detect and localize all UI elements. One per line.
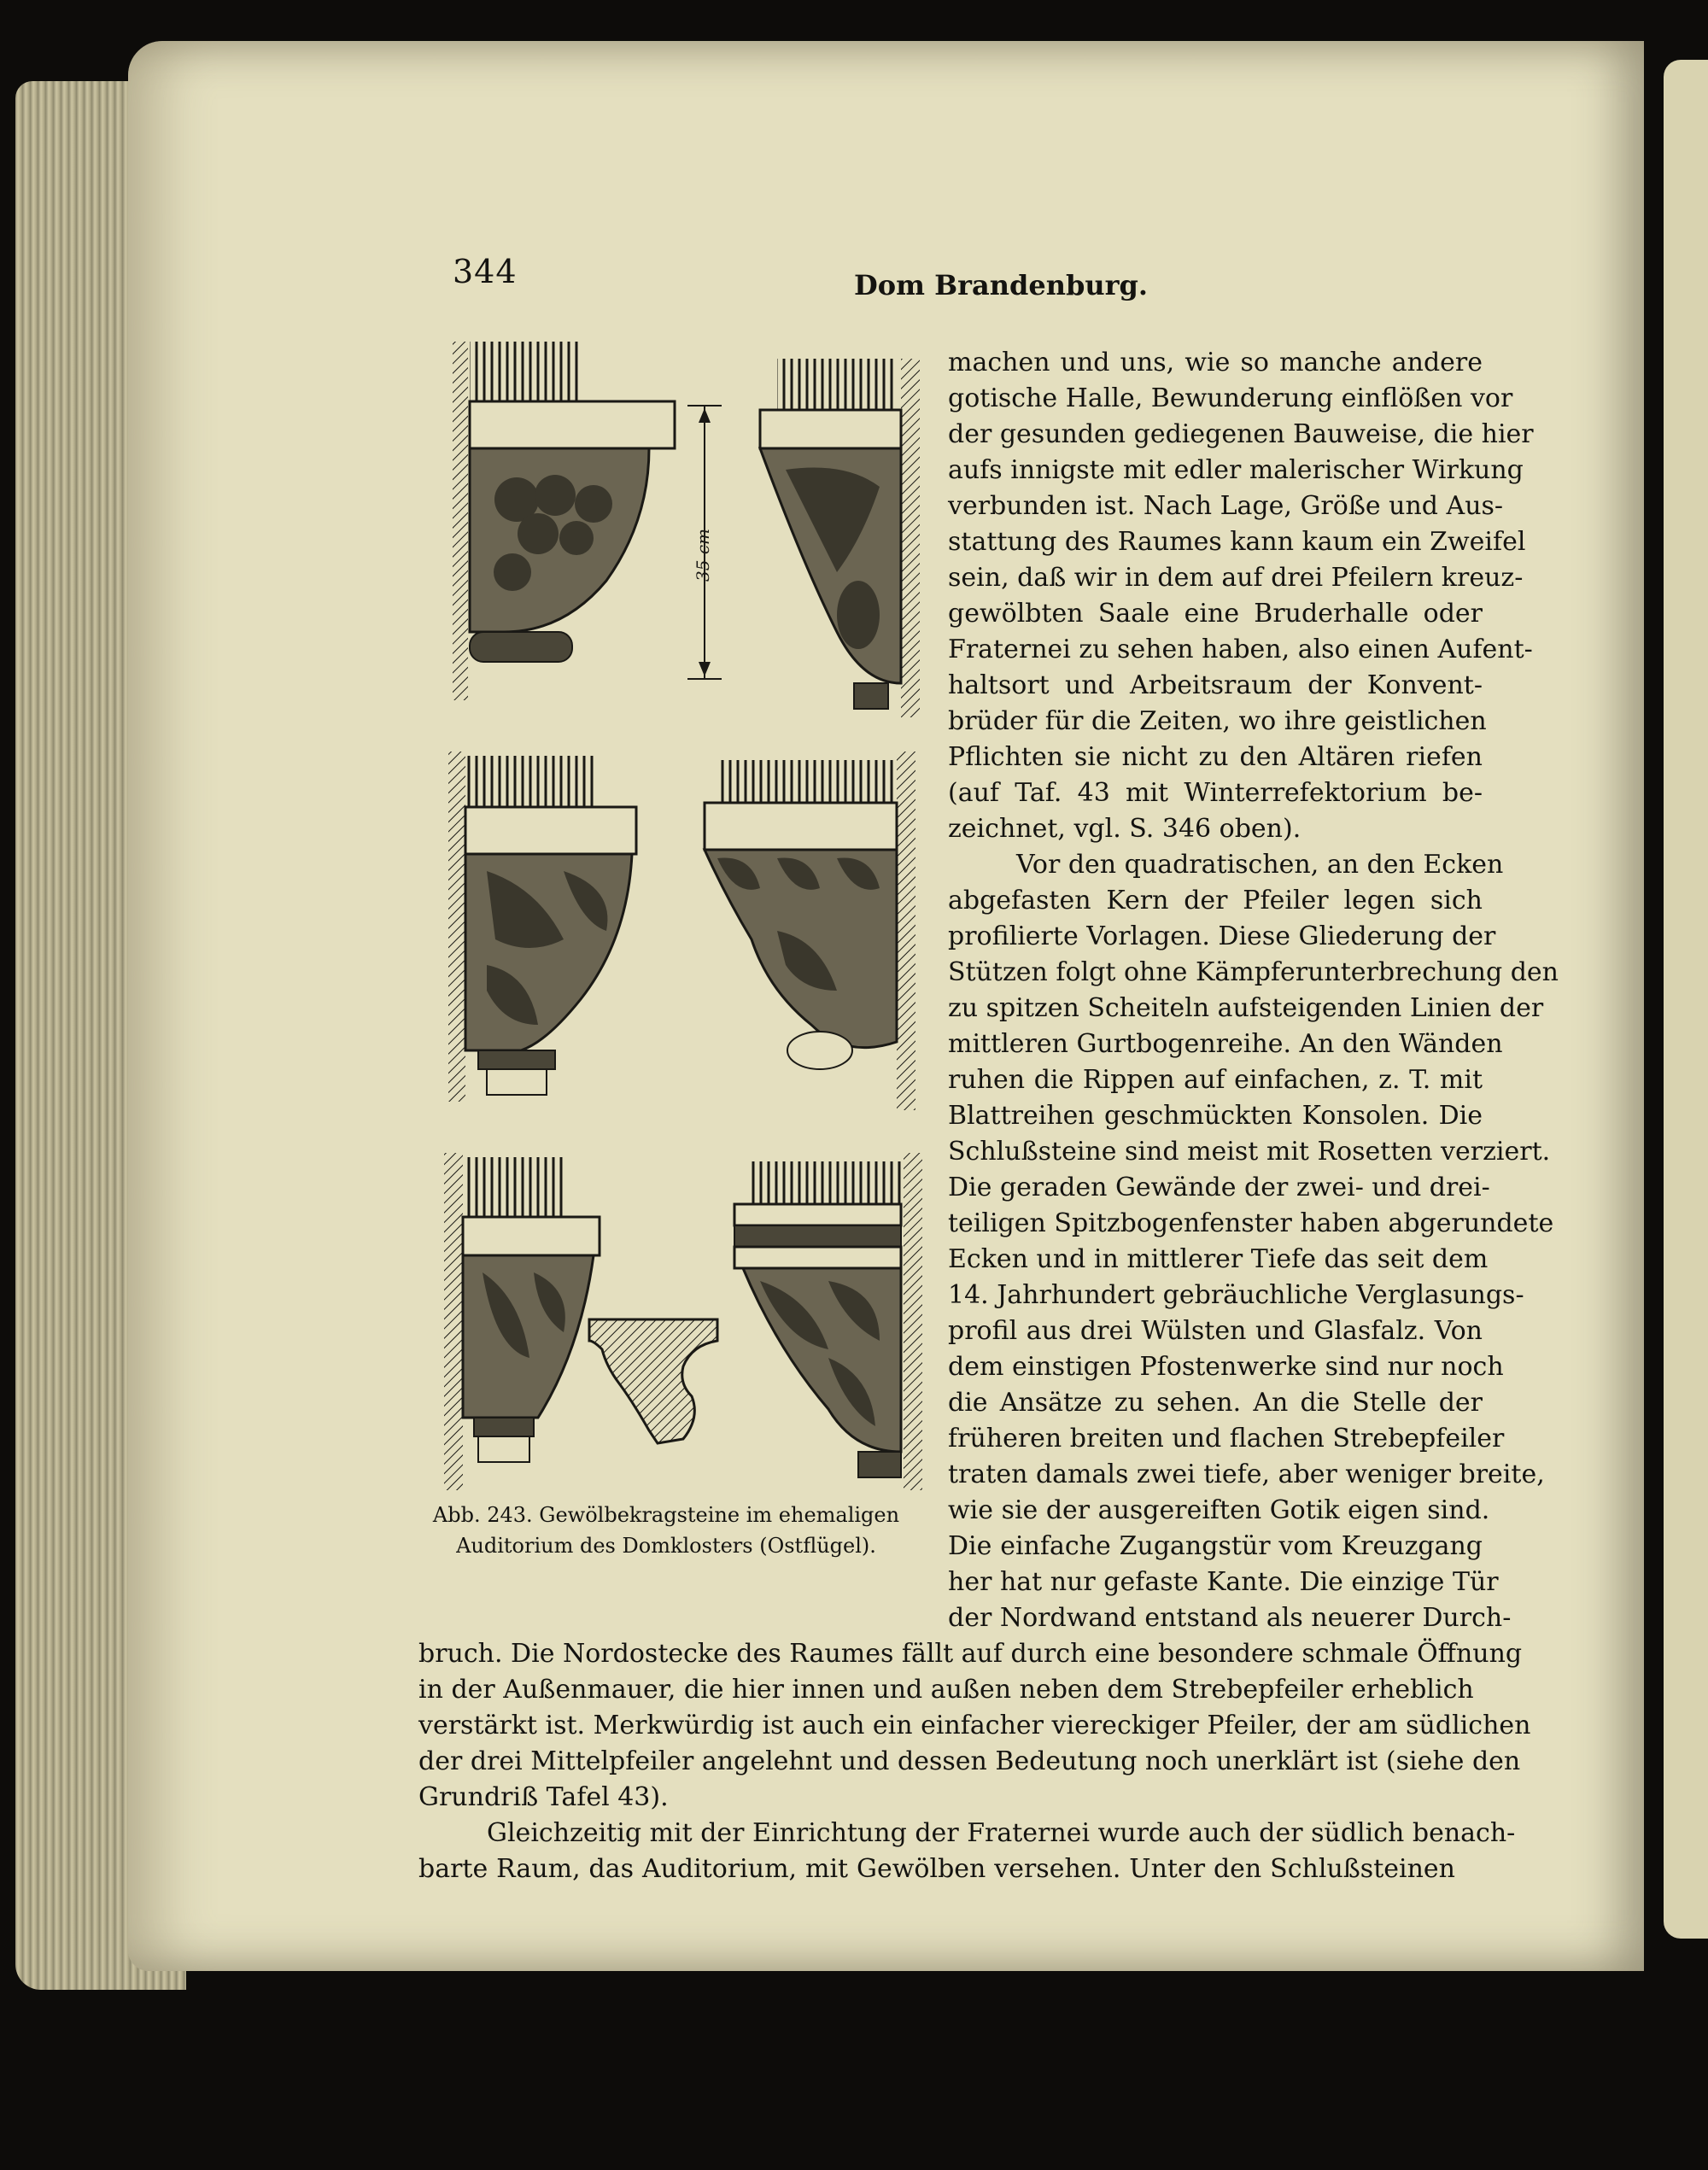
- text-line: abgefasten Kern der Pfeiler legen sich: [948, 886, 1483, 915]
- text-line: profilierte Vorlagen. Diese Gliederung der: [948, 921, 1496, 951]
- corbel-6: [734, 1153, 922, 1490]
- figure-caption-line-1: Abb. 243. Gewölbekragsteine im ehemaligen: [432, 1503, 900, 1527]
- page-number: 344: [453, 253, 518, 290]
- text-line: stattung des Raumes kann kaum ein Zweifel: [948, 527, 1526, 557]
- text-line: dem einstigen Pfostenwerke sind nur noch: [948, 1352, 1504, 1382]
- text-line: früheren breiten und flachen Strebepfeiler: [948, 1424, 1505, 1453]
- text-line: teiligen Spitzbogenfenster haben abgerundete: [948, 1208, 1554, 1238]
- text-line: haltsort und Arbeitsraum der Konvent-: [948, 670, 1483, 700]
- text-line: 14. Jahrhundert gebräuchliche Verglasungs-: [948, 1280, 1524, 1310]
- text-line: aufs innigste mit edler malerischer Wirkung: [948, 455, 1524, 485]
- text-line: mittleren Gurtbogenreihe. An den Wänden: [948, 1029, 1503, 1059]
- text-line: Stützen folgt ohne Kämpferunterbrechung den: [948, 957, 1559, 987]
- text-line: ruhen die Rippen auf einfachen, z. T. mit: [948, 1065, 1483, 1095]
- corbel-1: [453, 342, 675, 700]
- running-head: Dom Brandenburg.: [854, 269, 1149, 301]
- corbel-5: [444, 1153, 600, 1490]
- text-line: barte Raum, das Auditorium, mit Gewölben versehen. Unter den Schlußsteinen: [418, 1854, 1455, 1884]
- text-line: verbunden ist. Nach Lage, Größe und Aus-: [948, 491, 1504, 521]
- text-line: bruch. Die Nordostecke des Raumes fällt auf durch eine besondere schmale Öffnung: [418, 1639, 1523, 1669]
- corbel-4: [705, 752, 915, 1110]
- text-line: (auf Taf. 43 mit Winterrefektorium be-: [948, 778, 1483, 808]
- text-line: machen und uns, wie so manche andere: [948, 348, 1483, 377]
- text-line: Vor den quadratischen, an den Ecken: [1016, 850, 1504, 880]
- facing-page-edge: [1664, 60, 1708, 1939]
- text-line: brüder für die Zeiten, wo ihre geistlichen: [948, 706, 1487, 736]
- text-line: gotische Halle, Bewunderung einflößen vor: [948, 383, 1513, 413]
- text-line: Grundriß Tafel 43).: [418, 1782, 669, 1812]
- text-line: Die einfache Zugangstür vom Kreuzgang: [948, 1531, 1483, 1561]
- text-line: zu spitzen Scheiteln aufsteigenden Linien der: [948, 993, 1544, 1023]
- text-line: die Ansätze zu sehen. An die Stelle der: [948, 1388, 1483, 1418]
- text-line: Die geraden Gewände der zwei- und drei-: [948, 1173, 1490, 1202]
- text-line: der Nordwand entstand als neuerer Durch-: [948, 1603, 1512, 1633]
- text-line: in der Außenmauer, die hier innen und außen neben dem Strebepfeiler erheblich: [418, 1675, 1474, 1705]
- text-line: her hat nur gefaste Kante. Die einzige Tür: [948, 1567, 1499, 1597]
- text-line: Fraternei zu sehen haben, also einen Aufent-: [948, 635, 1533, 664]
- profile-section: [589, 1319, 717, 1443]
- text-line: Gleichzeitig mit der Einrichtung der Fraternei wurde auch der südlich benach-: [487, 1818, 1516, 1848]
- text-line: der drei Mittelpfeiler angelehnt und dessen Bedeutung noch unerklärt ist (siehe den: [418, 1746, 1521, 1776]
- text-line: verstärkt ist. Merkwürdig ist auch ein einfacher viereckiger Pfeiler, der am südlichen: [418, 1711, 1531, 1740]
- text-line: Ecken und in mittlerer Tiefe das seit dem: [948, 1244, 1489, 1274]
- corbel-3: [448, 752, 636, 1102]
- figure-caption-line-2: Auditorium des Domklosters (Ostflügel).: [456, 1534, 876, 1558]
- text-line: Pflichten sie nicht zu den Altären riefen: [948, 742, 1483, 772]
- corbel-2: [760, 359, 920, 717]
- text-line: sein, daß wir in dem auf drei Pfeilern kreuz-: [948, 563, 1524, 593]
- dimension-label: 35 cm: [693, 529, 713, 582]
- text-line: Schlußsteine sind meist mit Rosetten verziert.: [948, 1137, 1551, 1167]
- text-line: der gesunden gediegenen Bauweise, die hier: [948, 419, 1534, 449]
- text-line: wie sie der ausgereiften Gotik eigen sind.: [948, 1495, 1490, 1525]
- text-line: zeichnet, vgl. S. 346 oben).: [948, 814, 1301, 844]
- text-line: profil aus drei Wülsten und Glasfalz. Von: [948, 1316, 1483, 1346]
- dimension-marker: [687, 406, 722, 679]
- figure-corbels: [436, 342, 939, 1494]
- text-line: Blattreihen geschmückten Konsolen. Die: [948, 1101, 1483, 1131]
- text-line: gewölbten Saale eine Bruderhalle oder: [948, 599, 1483, 629]
- text-line: traten damals zwei tiefe, aber weniger breite,: [948, 1459, 1545, 1489]
